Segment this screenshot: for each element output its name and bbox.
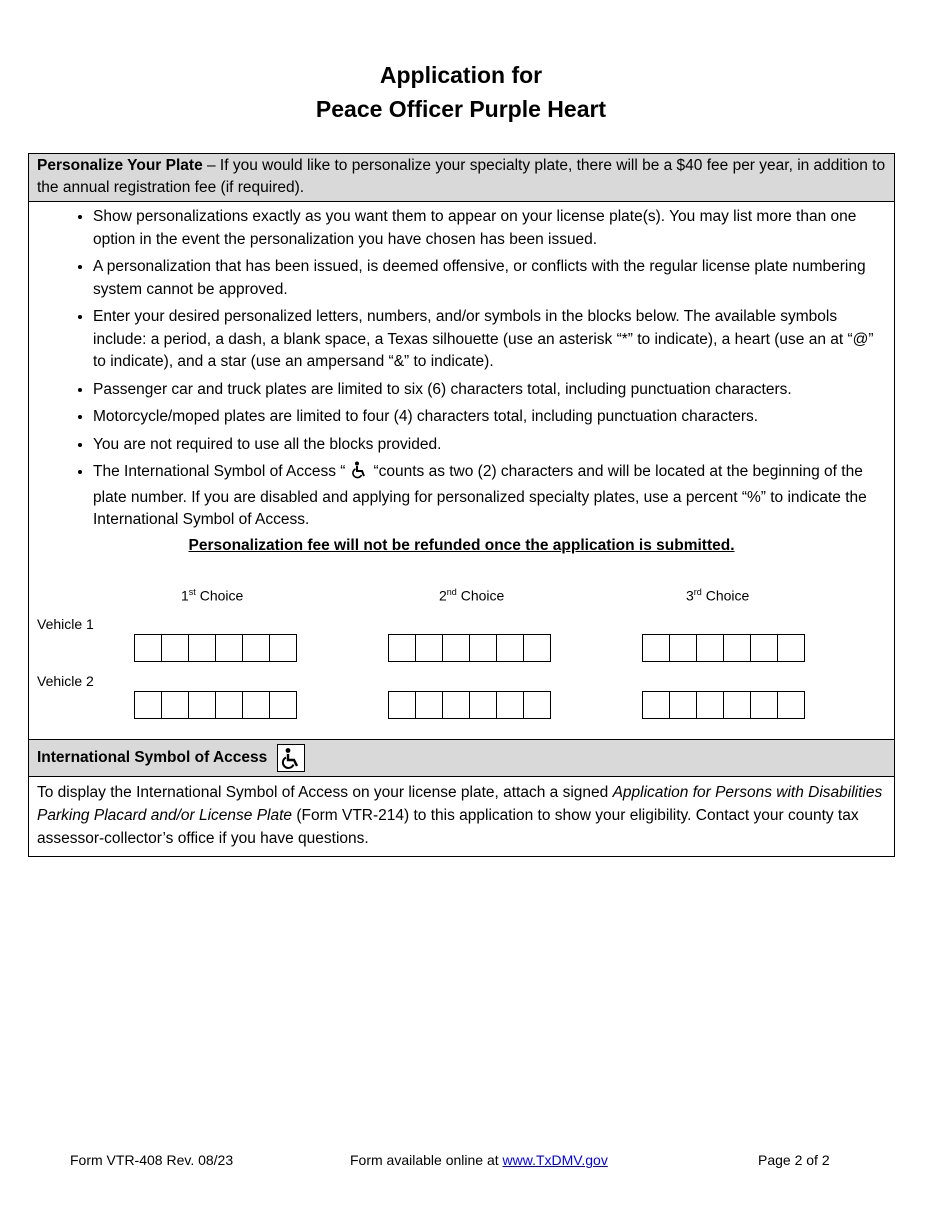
char-block[interactable] (188, 634, 216, 662)
personalize-plate-header (29, 154, 894, 202)
char-block[interactable] (523, 634, 551, 662)
wheelchair-icon (351, 461, 367, 487)
char-block[interactable] (669, 634, 697, 662)
char-block[interactable] (161, 691, 189, 719)
char-block[interactable] (642, 691, 670, 719)
title-line-1: Application for (379, 62, 543, 88)
char-block[interactable] (723, 634, 751, 662)
vehicle-1-label: Vehicle 1 (37, 615, 94, 632)
char-block[interactable] (415, 691, 443, 719)
title-line-2: Peace Officer Purple Heart (315, 96, 607, 122)
vehicle-2-label: Vehicle 2 (37, 672, 94, 689)
form-vtr-214-title: Application for Persons with Disabilities Parking Placard and/or License Plate (37, 783, 883, 824)
vehicle-2-choice-1-blocks[interactable] (134, 691, 297, 719)
char-block[interactable] (415, 634, 443, 662)
char-block[interactable] (269, 691, 297, 719)
vehicle-1-choice-3-blocks[interactable] (642, 634, 805, 662)
instruction-item: • Show personalizations exactly as you want them to appear on your license plate(s). You may list more than one option in the event the personalization you have chosen has been issued. (93, 206, 884, 251)
footer-page-number: Page 2 of 2 (758, 1152, 830, 1168)
char-block[interactable] (161, 634, 189, 662)
footer-form-id: Form VTR-408 Rev. 08/23 (70, 1152, 234, 1168)
instruction-item: • Motorcycle/moped plates are limited to four (4) characters total, including punctuation characters. (93, 406, 884, 429)
char-block[interactable] (523, 691, 551, 719)
isa-section-heading: International Symbol of Access (37, 748, 268, 766)
char-block[interactable] (777, 691, 805, 719)
footer-availability: Form available online at www.TxDMV.gov (350, 1152, 608, 1168)
instruction-item: • You are not required to use all the blocks provided. (93, 434, 884, 457)
char-block[interactable] (496, 634, 524, 662)
char-block[interactable] (723, 691, 751, 719)
non-refundable-notice: Personalization fee will not be refunded once the application is submitted. (188, 536, 735, 554)
char-block[interactable] (242, 691, 270, 719)
char-block[interactable] (642, 634, 670, 662)
char-block[interactable] (469, 691, 497, 719)
instructions-list (29, 202, 894, 532)
instruction-item: • Passenger car and truck plates are limited to six (6) characters total, including punctuation characters. (93, 379, 884, 402)
page-title (0, 58, 922, 126)
vehicle-1-choice-1-blocks[interactable] (134, 634, 297, 662)
personalize-plate-section (28, 153, 895, 857)
vehicle-2-choice-2-blocks[interactable] (388, 691, 551, 719)
char-block[interactable] (242, 634, 270, 662)
char-block[interactable] (696, 691, 724, 719)
char-block[interactable] (469, 634, 497, 662)
char-block[interactable] (215, 634, 243, 662)
char-block[interactable] (496, 691, 524, 719)
plate-choices-grid (29, 557, 894, 739)
choice-label-1: 1st Choice (181, 586, 244, 604)
char-block[interactable] (750, 691, 778, 719)
isa-section-header (29, 739, 894, 777)
wheelchair-icon (277, 744, 305, 772)
vehicle-1-choice-2-blocks[interactable] (388, 634, 551, 662)
choice-label-2: 2nd Choice (439, 586, 505, 604)
personalize-plate-heading: Personalize Your Plate (37, 157, 203, 174)
txdmv-link[interactable]: www.TxDMV.gov (502, 1152, 608, 1168)
char-block[interactable] (669, 691, 697, 719)
char-block[interactable] (134, 634, 162, 662)
char-block[interactable] (269, 634, 297, 662)
char-block[interactable] (696, 634, 724, 662)
choice-label-3: 3rd Choice (686, 586, 750, 604)
char-block[interactable] (442, 634, 470, 662)
char-block[interactable] (134, 691, 162, 719)
personalize-plate-fee-text: – If you would like to personalize your specialty plate, there will be a $40 fee per year, in addition to the annual registration fee (if required). (37, 157, 886, 196)
instruction-item: • A personalization that has been issued, is deemed offensive, or conflicts with the regular license plate numbering system cannot be approved. (93, 256, 884, 301)
char-block[interactable] (777, 634, 805, 662)
vehicle-2-choice-3-blocks[interactable] (642, 691, 805, 719)
isa-instructions: To display the International Symbol of Access on your license plate, attach a signed Application for Persons with Disabilities Parking Placard and/or License Plate (Form VTR-214) to this application to show your eligibility. Contact your county tax assessor-collector’s office if you have questions. (37, 783, 883, 847)
instruction-item-isa: • The International Symbol of Access “ “counts as two (2) characters and will be located at the beginning of the plate number. If you are disabled and applying for personalized specialty plates, use a percent “%” to indicate the International Symbol of Access. (93, 461, 884, 532)
char-block[interactable] (750, 634, 778, 662)
char-block[interactable] (388, 634, 416, 662)
char-block[interactable] (442, 691, 470, 719)
char-block[interactable] (388, 691, 416, 719)
char-block[interactable] (188, 691, 216, 719)
char-block[interactable] (215, 691, 243, 719)
instruction-item: • Enter your desired personalized letters, numbers, and/or symbols in the blocks below. The available symbols include: a period, a dash, a blank space, a Texas silhouette (use an asterisk “*” to indicate), a heart (use an at “@” to indicate), and a star (use an ampersand “&” to indicate). (93, 306, 884, 374)
